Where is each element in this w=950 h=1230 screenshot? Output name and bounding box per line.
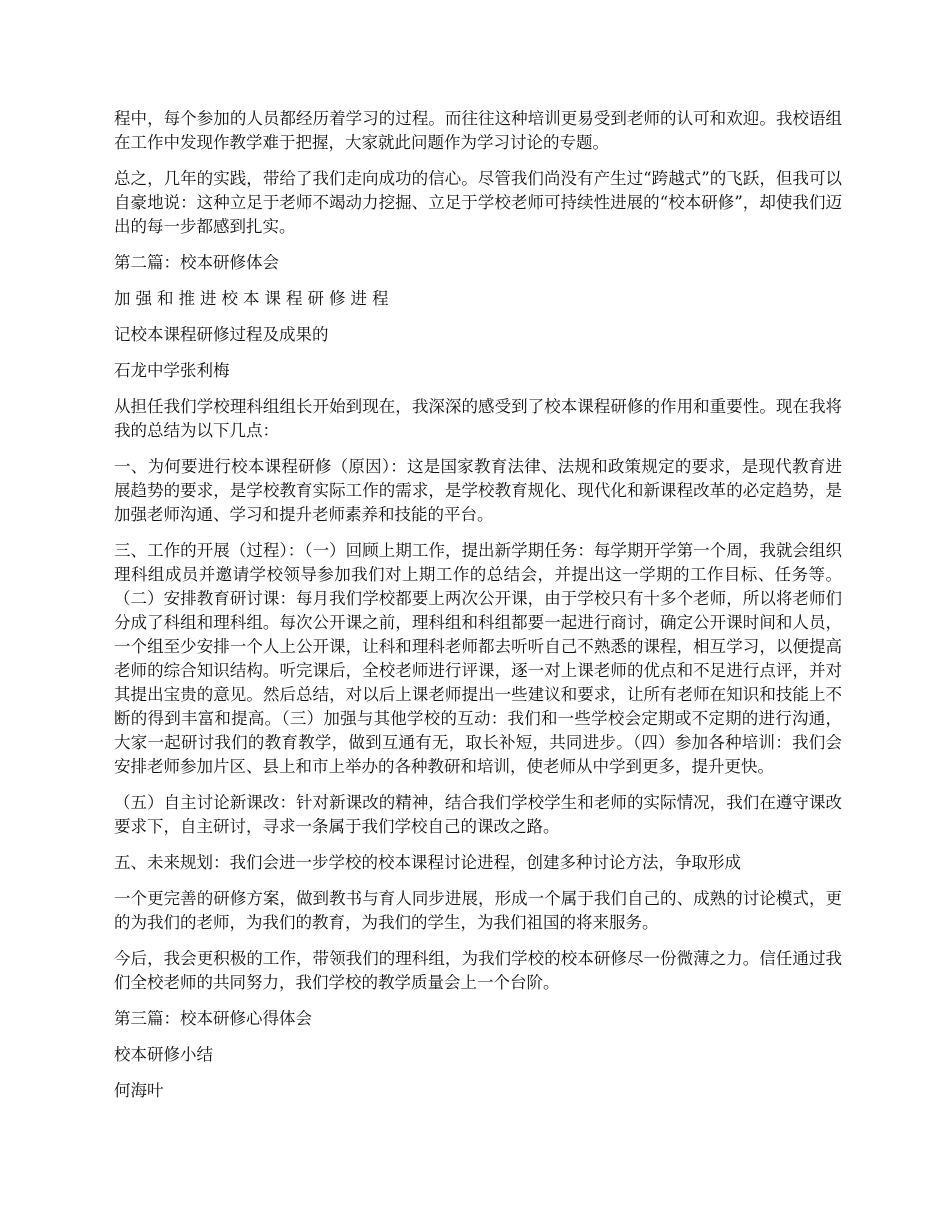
paragraph-outlook: 今后，我会更积极的工作，带领我们的理科组，为我们学校的校本研修尽一份微薄之力。信任通过我们全校老师的共同努力，我们学校的教学质量会上一个台阶。 [114,949,842,992]
paragraph-future-plan: 五、未来规划：我们会进一步学校的校本课程讨论进程，创建多种讨论方法，争取形成 [114,853,741,872]
paragraph-continuation: 程中，每个参加的人员都经历着学习的过程。而往往这种培训更易受到老师的认可和欢迎。我校语组在工作中发现作教学难于把握，大家就此问题作为学习讨论的专题。 [114,109,842,152]
paragraph-future-plan-cont: 一个更完善的研修方案，做到教书与育人同步进展，形成一个属于我们自己的、成熟的讨论模式，更的为我们的老师，为我们的教育，为我们的学生，为我们祖国的将来服务。 [114,889,842,932]
section-heading-2: 第二篇：校本研修体会 [114,253,279,272]
paragraph-reason: 一、为何要进行校本课程研修（原因）：这是国家教育法律、法规和政策规定的要求，是现代教育进展趋势的要求，是学校教育实际工作的需求，是学校教育规化、现代化和新课程改革的必定趋势，是加强老师沟通、学习和提升老师素养和技能的平台。 [114,457,842,524]
paragraph-intro: 从担任我们学校理科组组长开始到现在，我深深的感受到了校本课程研修的作用和重要性。现在我将我的总结为以下几点： [114,397,842,440]
paragraph-process: 三、工作的开展（过程）：（一）回顾上期工作，提出新学期任务：每学期开学第一个周，我就会组织理科组成员并邀请学校领导参加我们对上期工作的总结会，并提出这一学期的工作目标、任务等。（二）安排教育研讨课：每月我们学校都要上两次公开课，由于学校只有十多个老师，所以将老师们分成了科组和理科组。每次公开课之前，理科组和科组都要一起进行商讨，确定公开课时间和人员，一个组至少安排一个人上公开课，让科和理科老师都去听听自己不熟悉的课程，相互学习，以便提高老师的综合知识结构。听完课后，全校老师进行评课，逐一对上课老师的优点和不足进行点评，并对其提出宝贵的意见。然后总结，对以后上课老师提出一些建议和要求，让所有老师在知识和技能上不断的得到丰富和提高。（三）加强与其他学校的互动：我们和一些学校会定期或不定期的进行沟通，大家一起研讨我们的教育教学，做到互通有无，取长补短，共同进步。（四）参加各种培训：我们会安排老师参加片区、县上和市上举办的各种教研和培训，使老师从中学到更多，提升更快。 [114,541,842,776]
article-subtitle: 记校本课程研修过程及成果的 [114,325,329,344]
paragraph-new-curriculum: （五）自主讨论新课改：针对新课改的精神，结合我们学校学生和老师的实际情况，我们在遵守课改要求下，自主研讨，寻求一条属于我们学校自己的课改之路。 [114,793,842,836]
document-page [114,107,842,1115]
section-heading-3: 第三篇：校本研修心得体会 [114,1009,312,1028]
paragraph-conclusion: 总之，几年的实践，带给了我们走向成功的信心。尽管我们尚没有产生过“跨越式”的飞跃，但我可以自豪地说：这种立足于老师不竭动力挖掘、立足于学校老师可持续性进展的“校本研修”，却使我们迈出的每一步都感到扎实。 [114,169,842,236]
author-line-2: 何海叶 [114,1081,164,1100]
article-title: 加强和推进校本课程研修进程 [114,289,394,308]
summary-title: 校本研修小结 [114,1045,213,1064]
author-line: 石龙中学张利梅 [114,361,230,380]
